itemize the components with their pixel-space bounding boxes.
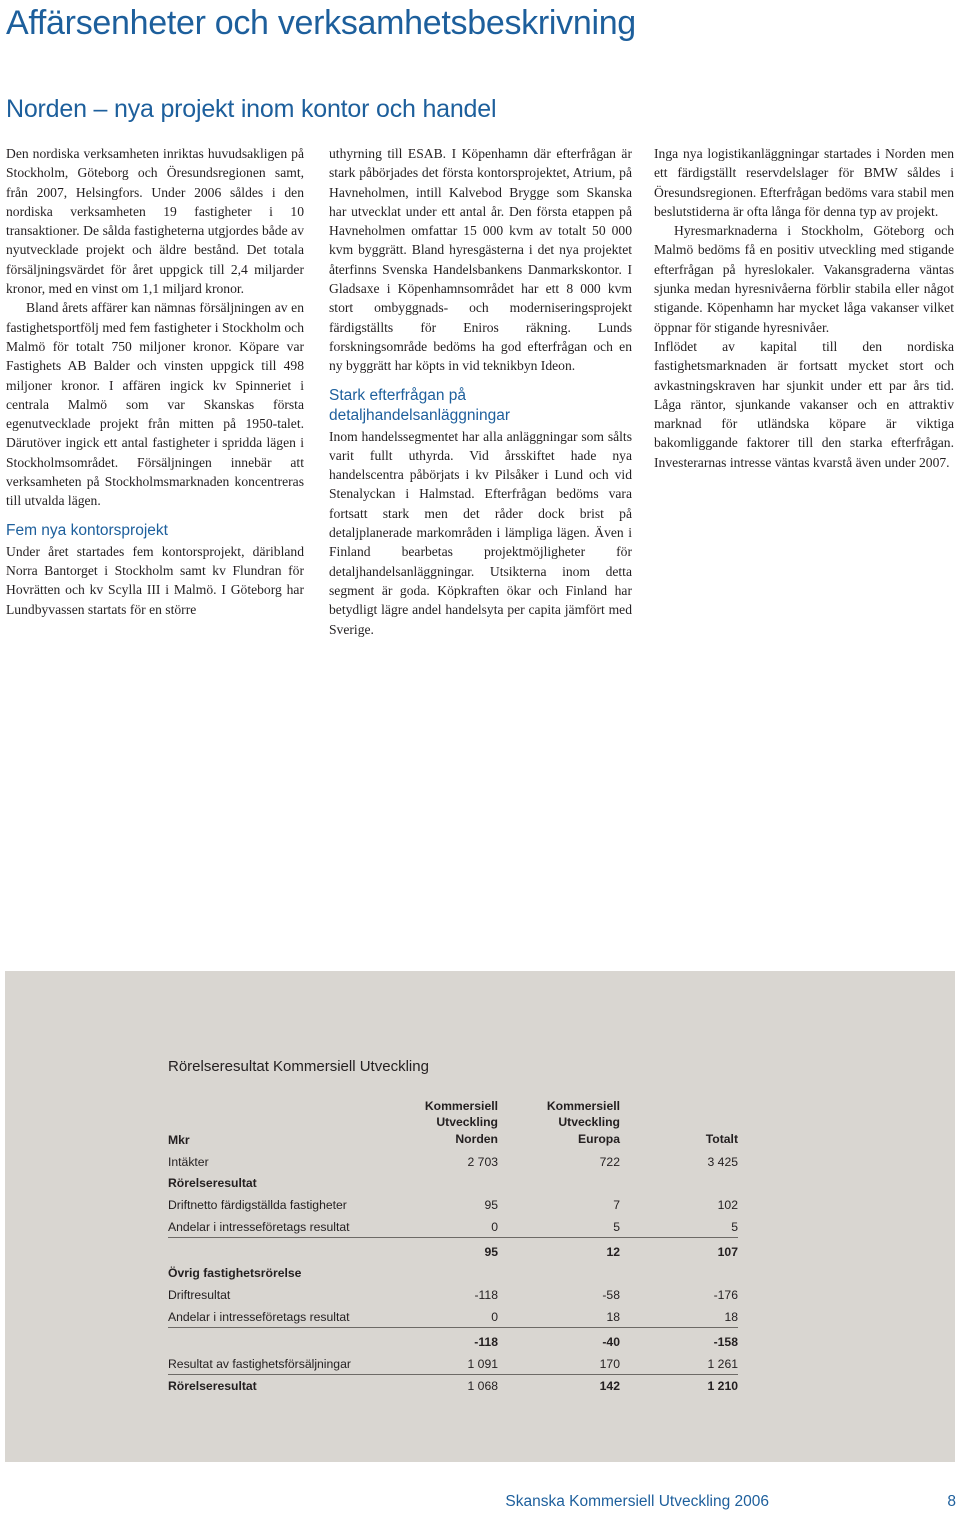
table-row: Intäkter 2 703 722 3 425 <box>168 1154 738 1169</box>
paragraph: Inflödet av kapital till den nordiska fastighetsmarknaden är fortsatt mycket stort och avkastningskraven har sjunkit under ett par års tid. Låga räntor, sjunkande vakanser och en attraktiv marknad för utländska köpare är viktiga bakomliggande faktorer till den starka efterfrågan. Investerarnas intresse väntas kvarstå även under 2007. <box>654 338 954 470</box>
table-section-heading: Övrig fastighetsrörelse <box>168 1266 302 1281</box>
header-col-norden: Kommersiell Utveckling Norden <box>424 1098 498 1146</box>
section-title: Norden – nya projekt inom kontor och handel <box>6 95 497 123</box>
subheading-detaljhandel: Stark efterfrågan på detaljhandelsanläggningar <box>329 386 510 424</box>
paragraph: Under året startades fem kontorsprojekt, däribland Norra Bantorget i Stockholm samt kv Flundran för Hovrätten och kv Scylla III i Malmö. I Göteborg har Lundbyvassen startats för en större <box>6 543 304 617</box>
table-row: Driftresultat -118 -58 -176 <box>168 1288 738 1303</box>
table-subtotal-row: -118 -40 -158 <box>474 1334 738 1349</box>
table-total-row: Rörelseresultat 1 068 142 1 210 <box>168 1379 738 1394</box>
page-number: 8 <box>947 1493 956 1510</box>
table-row: Driftnetto färdigställda fastigheter 95 7 102 <box>168 1198 738 1213</box>
paragraph: Inom handelssegmentet har alla anläggningar som sålts varit fullt uthyrda. Vid årsskiftet hade nya handelscentra påbörjats i kv Pilsåker i Lund och vid Stenalyckan i Halmstad. Efterfrågan bedöms vara fortsatt stark men det råder dock brist på detaljplanerade markområden i lämpliga lägen. Även i Finland bearbetas projektmöjligheter för detaljhandelsanläggningar. Utsikterna inom detta segment är goda. Köpkraften ökar och Finland har betydligt lägre andel handelsyta per capita jämfört med Sverige. <box>329 428 632 637</box>
header-col-europa: Kommersiell Utveckling Europa <box>546 1098 620 1146</box>
paragraph: Bland årets affärer kan nämnas försäljningen av en fastighetsportfölj med fem fastigheter i Stockholm och Malmö för totalt 750 miljoner kronor. Köpare var Fastighets AB Balder och vinsten uppgick till 498 miljoner kronor. I affären ingick kv Spinneriet i centrala Malmö som var Skanskas första egenutvecklade projekt från mitten på 1950-talet. Därutöver ingick ett antal fastigheter i spridda lägen i Stockholmsområdet. Försäljningen innebär att verksamheten på Stockholmsmarknaden koncentreras till utvalda lägen. <box>6 300 304 509</box>
header-unit: Mkr <box>168 1133 190 1147</box>
subheading-kontorsprojekt: Fem nya kontorsprojekt <box>6 521 168 539</box>
text-column-3 <box>654 144 954 472</box>
table-subtotal-row: 95 12 107 <box>484 1244 738 1259</box>
text-column-2 <box>329 144 632 639</box>
paragraph: Hyresmarknaderna i Stockholm, Göteborg och Malmö bedöms få en positiv utveckling med stigande efterfrågan på hyreslokaler. Vakansgraderna väntas sjunka medan hyresnivåerna förblir stabila eller något stigande. Köpenhamn har mycket låga vakanser vilket öppnar för stigande hyresnivåer. <box>654 223 954 335</box>
paragraph: uthyrning till ESAB. I Köpenhamn där efterfrågan är stark påbörjades det första kontorsprojektet, Atrium, på Havneholmen, intill Kalvebod Brygge som Skanska har utvecklat under ett antal år. Den första etappen på Havneholmen omfattar 15 000 kvm av totalt 50 000 kvm byggrätt. Bland hyresgästerna i det nya projektet återfinns Svenska Handelsbankens Danmarkskontor. I Gladsaxe i Köpenhamnsområdet har ett 8 000 kvm stort ombyggnads- och moderniseringsprojekt färdigställts för Eniros räkning. Lunds forskningsområde bedöms ha god efterfrågan och en ny byggrätt har köpts in vid teknikbyn Ideon. <box>329 146 632 374</box>
results-table <box>168 1100 738 1396</box>
table-row: Andelar i intresseföretags resultat 0 18 18 <box>168 1305 738 1328</box>
table-section-heading: Rörelseresultat <box>168 1176 257 1191</box>
table-row: Resultat av fastighetsförsäljningar 1 091 170 1 261 <box>168 1352 738 1375</box>
table-title: Rörelseresultat Kommersiell Utveckling <box>168 1058 429 1075</box>
text-column-1 <box>6 144 304 619</box>
footer-brand: Skanska Kommersiell Utveckling 2006 <box>505 1493 769 1510</box>
paragraph: Den nordiska verksamheten inriktas huvudsakligen på Stockholm, Göteborg och Öresundsregionen samt, från 2007, Helsingfors. Under 2006 såldes i den nordiska verksamheten 19 fastigheter i 10 transaktioner. De sålda fastigheterna utgjordes både av nyutvecklade projekt och äldre bestånd. Det totala försäljningsvärdet för året uppgick till 2,4 miljarder kronor, med en vinst om 1,1 miljard kronor. <box>6 146 304 297</box>
paragraph: Inga nya logistikanläggningar startades i Norden men ett färdigställt reservdelslager för BMW såldes i Öresundsregionen. Efterfrågan bedöms vara stabil men beslutstiderna är ofta långa för denna typ av projekt. <box>654 146 954 219</box>
table-header-row <box>168 1100 738 1150</box>
page-title: Affärsenheter och verksamhetsbeskrivning <box>6 4 636 42</box>
header-col-totalt: Totalt <box>705 1131 738 1146</box>
table-row: Andelar i intresseföretags resultat 0 5 5 <box>168 1215 738 1238</box>
